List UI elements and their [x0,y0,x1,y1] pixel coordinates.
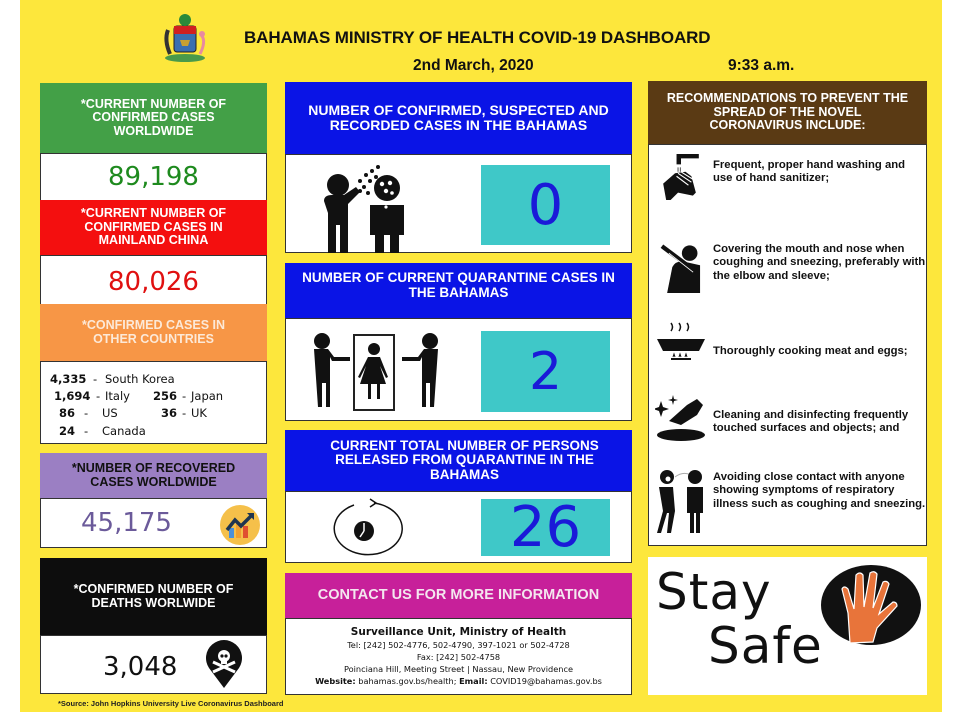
bahamas-cases-header: NUMBER OF CONFIRMED, SUSPECTED AND RECORDED CASES IN THE BAHAMAS [285,82,632,154]
email-label: Email: [459,676,488,686]
other-countries-header: *CONFIRMED CASES IN OTHER COUNTRIES [40,304,267,361]
source-note: *Source: John Hopkins University Live Coronavirus Dashboard [58,699,284,708]
country-count: 256 [153,389,178,403]
contact-header: CONTACT US FOR MORE INFORMATION [285,573,632,618]
contact-unit: Surveillance Unit, Ministry of Health [350,626,567,638]
country-count: 1,694 [54,389,91,403]
deaths-header: *CONFIRMED NUMBER OF DEATHS WORLWIDE [40,558,267,635]
cleaning-icon [655,391,707,443]
country-sep: - [84,406,89,420]
cough-elbow-icon [655,241,707,293]
country-sep: - [182,406,187,420]
raised-hand-icon [820,563,922,647]
country-count: 86 [59,406,76,420]
country-count: 4,335 [50,372,87,386]
contact-fax: Fax: [242] 502-4758 [416,652,501,662]
website-label: Website: [315,676,356,686]
growth-chart-icon [219,504,261,546]
quarantine-panel [285,318,632,421]
china-cases-value: 80,026 [108,267,199,297]
other-countries-panel [40,361,267,444]
recommendation-text: Frequent, proper hand washing and use of hand sanitizer; [713,159,906,185]
recommendation-text: Thoroughly cooking meat and eggs; [713,345,908,357]
worldwide-cases-value: 89,198 [108,162,199,192]
deaths-panel [40,635,267,694]
sneeze-spread-icon [316,163,426,253]
country-name: Canada [102,424,146,438]
report-time: 9:33 a.m. [728,57,795,74]
website-link[interactable]: bahamas.gov.bs/health; [358,676,457,686]
released-panel [285,491,632,563]
recommendation-text: Avoiding close contact with anyone showing symptoms of respiratory illness such as coughing and sneezing. [713,471,926,510]
worldwide-cases-panel [40,153,267,201]
china-cases-header: *CURRENT NUMBER OF CONFIRMED CASES IN MAINLAND CHINA [40,200,267,255]
cooking-pan-icon [655,319,707,371]
country-sep: - [93,372,98,386]
country-name: UK [191,406,207,420]
avoid-contact-icon [655,465,707,535]
stay-safe-banner [648,557,927,695]
recovered-cases-value: 45,175 [81,508,172,538]
skull-pin-icon [203,640,245,690]
country-name: Italy [105,389,130,403]
quarantine-value: 2 [481,331,610,412]
dashboard-title: BAHAMAS MINISTRY OF HEALTH COVID-19 DASHBOARD [244,28,711,47]
country-count: 36 [161,406,178,420]
country-sep: - [96,389,101,403]
recommendation-text: Cleaning and disinfecting frequently touched surfaces and objects; and [713,409,909,435]
recommendations-panel [648,144,927,546]
recovered-cases-panel [40,498,267,548]
recommendations-header: RECOMMENDATIONS TO PREVENT THE SPREAD OF THE NOVEL CORONAVIRUS INCLUDE: [648,81,927,144]
released-value: 26 [481,499,610,556]
email-link[interactable]: COVID19@bahamas.gov.bs [490,676,602,686]
stay-safe-line1: Stay [656,563,772,621]
quarantine-icon [306,325,446,415]
country-name: Japan [191,389,224,403]
bahamas-cases-panel [285,154,632,253]
country-sep: - [84,424,89,438]
country-name: US [102,406,118,420]
country-name: South Korea [105,372,175,386]
quarantine-header: NUMBER OF CURRENT QUARANTINE CASES IN THE BAHAMAS [285,263,632,318]
bahamas-coat-of-arms-icon [160,12,212,64]
clock-cycle-icon [330,497,406,557]
released-header: CURRENT TOTAL NUMBER OF PERSONS RELEASED FROM QUARANTINE IN THE BAHAMAS [285,430,632,491]
recommendation-text: Covering the mouth and nose when coughing and sneezing, preferably with the elbow and sleeve; [713,243,926,282]
report-date: 2nd March, 2020 [413,57,534,74]
contact-phone: Tel: [242] 502-4776, 502-4790, 397-1021 or 502-4728 [347,640,570,650]
country-count: 24 [59,424,76,438]
china-cases-panel [40,255,267,305]
bahamas-cases-value: 0 [481,165,610,245]
deaths-value: 3,048 [103,652,178,682]
contact-panel [285,618,632,695]
stay-safe-line2: Safe [708,617,823,675]
recovered-cases-header: *NUMBER OF RECOVERED CASES WORLDWIDE [40,453,267,498]
contact-address: Poinciana Hill, Meeting Street | Nassau, New Providence [344,664,573,674]
worldwide-cases-header: *CURRENT NUMBER OF CONFIRMED CASES WORLDWIDE [40,83,267,153]
country-sep: - [182,389,187,403]
hand-washing-icon [655,151,707,203]
